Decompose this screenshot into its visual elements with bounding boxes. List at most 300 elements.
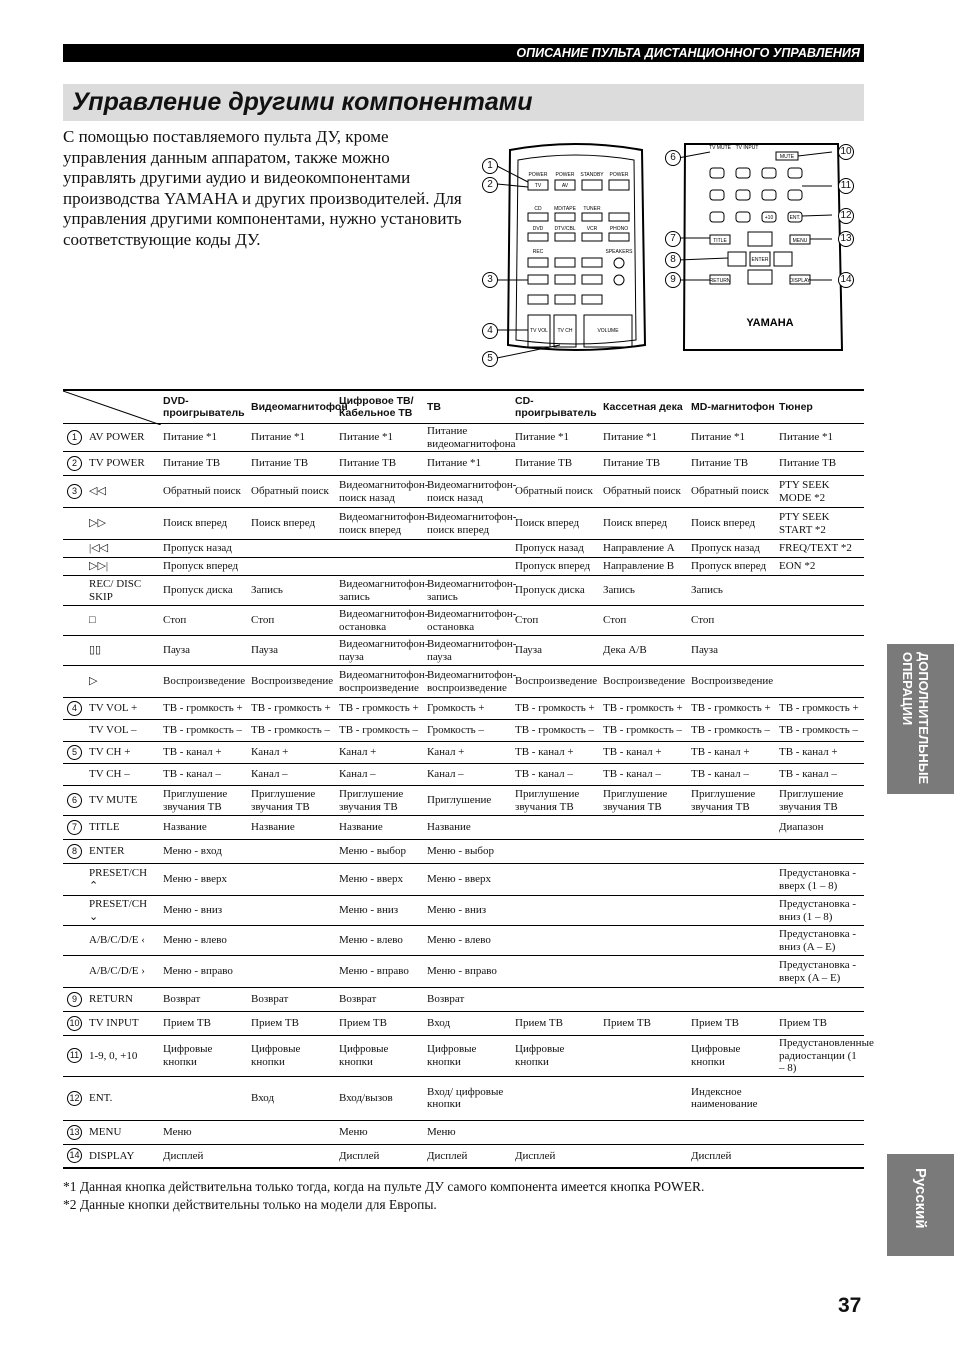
row-number: [63, 1076, 87, 1120]
row-number-badge: 4: [67, 701, 82, 716]
callout-7: 7: [665, 231, 681, 247]
row-button-name: A/B/C/D/E ‹: [87, 926, 161, 956]
table-row: [63, 988, 864, 1012]
rc-label-volume: VOLUME: [597, 328, 619, 334]
table-cell: Вход: [249, 1076, 337, 1120]
footnote-mark: *2: [63, 1197, 77, 1212]
rc-label-tvinput: TV INPUT: [735, 145, 759, 151]
table-cell: Воспроизведение: [513, 666, 601, 698]
table-cell: Меню - выбор: [337, 840, 425, 864]
table-cell: ТВ - громкость +: [513, 698, 601, 720]
table-cell: Меню: [161, 1120, 249, 1144]
table-cell: [249, 956, 337, 988]
table-cell: ТВ - громкость –: [337, 720, 425, 742]
table-row: [63, 764, 864, 786]
functions-table: [63, 389, 874, 1169]
callout-12: 12: [838, 208, 854, 224]
table-cell: Пауза: [249, 636, 337, 666]
table-cell: Приглушение звучания ТВ: [689, 786, 777, 816]
table-cell: Цифровые кнопки: [249, 1036, 337, 1077]
row-number: [63, 864, 87, 896]
table-cell: Дисплей: [689, 1144, 777, 1168]
table-cell: Обратный поиск: [689, 476, 777, 508]
table-cell: [689, 1120, 777, 1144]
table-cell: Поиск вперед: [689, 508, 777, 540]
row-number-badge: 11: [67, 1048, 82, 1063]
rc-label-dvd: DVD: [532, 226, 544, 232]
table-cell: [513, 864, 601, 896]
rc-label-rec: REC: [532, 249, 544, 255]
row-button-name: AV POWER: [87, 424, 161, 452]
table-row: [63, 558, 864, 576]
table-cell: Пропуск вперед: [161, 558, 249, 576]
table-cell: Меню - вверх: [337, 864, 425, 896]
row-button-name: ▷▷: [87, 508, 161, 540]
table-cell: Стоп: [601, 606, 689, 636]
table-cell: Дисплей: [513, 1144, 601, 1168]
table-cell: Дисплей: [161, 1144, 249, 1168]
row-number-badge: 14: [67, 1148, 82, 1163]
table-cell: [249, 896, 337, 926]
table-cell: Питание *1: [601, 424, 689, 452]
table-cell: Обратный поиск: [161, 476, 249, 508]
table-row: [63, 476, 864, 508]
row-button-name: PRESET/CH ⌃: [87, 864, 161, 896]
row-number: [63, 956, 87, 988]
table-cell: Видеомагнитофон-пауза: [425, 636, 513, 666]
table-row: [63, 742, 864, 764]
table-cell: [689, 926, 777, 956]
table-cell: Питание *1: [161, 424, 249, 452]
row-number-badge: 2: [67, 456, 82, 471]
table-cell: Питание ТВ: [337, 452, 425, 476]
row-button-name: MENU: [87, 1120, 161, 1144]
table-cell: [777, 1144, 864, 1168]
table-cell: [777, 840, 864, 864]
table-cell: [689, 896, 777, 926]
table-cell: ТВ - громкость –: [601, 720, 689, 742]
table-cell: [249, 558, 337, 576]
callout-14: 14: [838, 272, 854, 288]
side-tab-section: [887, 644, 954, 794]
row-button-name: A/B/C/D/E ›: [87, 956, 161, 988]
table-cell: [425, 558, 513, 576]
row-number: [63, 576, 87, 606]
table-cell: Возврат: [249, 988, 337, 1012]
row-button-name: PRESET/CH ⌄: [87, 896, 161, 926]
row-button-name: TV VOL –: [87, 720, 161, 742]
row-number: [63, 1144, 87, 1168]
table-cell: Меню - выбор: [425, 840, 513, 864]
table-row: [63, 666, 864, 698]
row-number: [63, 764, 87, 786]
table-cell: ТВ - громкость –: [161, 720, 249, 742]
table-cell: [777, 606, 864, 636]
callout-4: 4: [482, 323, 498, 339]
table-cell: Приглушение звучания ТВ: [601, 786, 689, 816]
table-row: [63, 636, 864, 666]
table-cell: Пауза: [161, 636, 249, 666]
table-cell: Питание *1: [513, 424, 601, 452]
footnotes: [63, 1178, 704, 1214]
table-row: [63, 576, 864, 606]
table-cell: [337, 558, 425, 576]
row-number: [63, 896, 87, 926]
row-button-name: ▷▷|: [87, 558, 161, 576]
table-cell: Пропуск назад: [161, 540, 249, 558]
table-cell: Прием ТВ: [249, 1012, 337, 1036]
rc-label-plus10: +10: [764, 215, 774, 221]
table-cell: ТВ - громкость +: [601, 698, 689, 720]
table-row: [63, 1012, 864, 1036]
table-cell: Прием ТВ: [601, 1012, 689, 1036]
row-button-name: □: [87, 606, 161, 636]
row-button-name: TV POWER: [87, 452, 161, 476]
table-row: [63, 424, 864, 452]
table-cell: Цифровые кнопки: [513, 1036, 601, 1077]
table-cell: Цифровые кнопки: [161, 1036, 249, 1077]
row-number: [63, 666, 87, 698]
rc-label-enter: ENTER: [751, 257, 769, 263]
table-cell: Меню - вниз: [161, 896, 249, 926]
table-cell: Запись: [601, 576, 689, 606]
col-header: Цифровое ТВ/ Кабельное ТВ: [337, 390, 425, 424]
row-button-name: TV MUTE: [87, 786, 161, 816]
row-number: [63, 988, 87, 1012]
table-cell: [777, 1120, 864, 1144]
table-cell: Цифровые кнопки: [689, 1036, 777, 1077]
table-cell: [249, 926, 337, 956]
rc-label-tvvol: TV VOL: [530, 328, 548, 334]
row-number: [63, 720, 87, 742]
table-cell: Поиск вперед: [249, 508, 337, 540]
row-number: [63, 742, 87, 764]
row-number-badge: 8: [67, 844, 82, 859]
table-cell: Направление A: [601, 540, 689, 558]
table-cell: Предустановка - вверх (A – E): [777, 956, 864, 988]
callout-6: 6: [665, 150, 681, 166]
table-row: [63, 1076, 864, 1120]
rc-label-tv: TV: [534, 183, 542, 189]
row-button-name: DISPLAY: [87, 1144, 161, 1168]
callout-1: 1: [482, 158, 498, 174]
table-cell: Диапазон: [777, 816, 864, 840]
corner-cell: [63, 390, 161, 424]
table-cell: Питание *1: [689, 424, 777, 452]
table-row: [63, 1144, 864, 1168]
table-cell: Питание ТВ: [777, 452, 864, 476]
table-cell: Меню - влево: [425, 926, 513, 956]
table-cell: Воспроизведение: [689, 666, 777, 698]
row-button-name: ▯▯: [87, 636, 161, 666]
table-cell: Пропуск вперед: [513, 558, 601, 576]
table-cell: Предустановка - вниз (1 – 8): [777, 896, 864, 926]
row-button-name: TV INPUT: [87, 1012, 161, 1036]
table-cell: [249, 1144, 337, 1168]
table-cell: [601, 956, 689, 988]
table-cell: Запись: [249, 576, 337, 606]
row-number: [63, 540, 87, 558]
table-cell: [777, 636, 864, 666]
table-cell: Видеомагнитофон-поиск назад: [337, 476, 425, 508]
row-number-badge: 5: [67, 745, 82, 760]
table-row: [63, 1036, 864, 1077]
table-cell: Пропуск вперед: [689, 558, 777, 576]
rc-label-return: RETURN: [709, 278, 731, 284]
table-cell: [689, 864, 777, 896]
table-cell: Приглушение звучания ТВ: [161, 786, 249, 816]
table-cell: Направление B: [601, 558, 689, 576]
row-number: [63, 636, 87, 666]
rc-label-ent: ENT.: [789, 215, 801, 221]
callout-10: 10: [838, 144, 854, 160]
table-cell: Меню: [425, 1120, 513, 1144]
table-cell: Канал –: [337, 764, 425, 786]
table-cell: ТВ - громкость –: [513, 720, 601, 742]
table-cell: ТВ - канал +: [689, 742, 777, 764]
table-cell: EON *2: [777, 558, 864, 576]
rc-label-dtv: DTV/CBL: [554, 226, 576, 232]
rc-label-phono: PHONO: [609, 226, 629, 232]
footnote-mark: *1: [63, 1179, 77, 1194]
table-cell: ТВ - канал +: [777, 742, 864, 764]
table-row: [63, 1120, 864, 1144]
table-cell: Меню: [337, 1120, 425, 1144]
table-cell: ТВ - громкость –: [777, 720, 864, 742]
table-cell: Меню - влево: [337, 926, 425, 956]
rc-label-tuner: TUNER: [583, 206, 601, 212]
table-cell: Вход/ цифровые кнопки: [425, 1076, 513, 1120]
table-cell: [601, 1144, 689, 1168]
rc-label-tvmute: TV MUTE: [709, 145, 731, 151]
table-cell: Меню - вверх: [425, 864, 513, 896]
table-cell: Меню - вход: [161, 840, 249, 864]
table-cell: Меню - вправо: [425, 956, 513, 988]
table-cell: Питание ТВ: [689, 452, 777, 476]
table-cell: Видеомагнитофон-остановка: [337, 606, 425, 636]
col-header: ТВ: [425, 390, 513, 424]
table-cell: Поиск вперед: [601, 508, 689, 540]
side-tab-section-label: ДОПОЛНИТЕЛЬНЫЕ ОПЕРАЦИИ: [900, 652, 931, 785]
table-cell: Возврат: [337, 988, 425, 1012]
row-button-name: TV VOL +: [87, 698, 161, 720]
table-cell: [161, 1076, 249, 1120]
table-cell: ТВ - канал –: [601, 764, 689, 786]
table-cell: ТВ - канал –: [161, 764, 249, 786]
row-number-badge: 12: [67, 1091, 82, 1106]
row-number-badge: 9: [67, 992, 82, 1007]
table-row: [63, 452, 864, 476]
table-cell: [513, 956, 601, 988]
table-cell: Дисплей: [425, 1144, 513, 1168]
table-cell: Дека A/B: [601, 636, 689, 666]
callout-9: 9: [665, 272, 681, 288]
table-row: [63, 720, 864, 742]
col-header: CD-проигрыватель: [513, 390, 601, 424]
table-cell: [689, 840, 777, 864]
table-cell: [601, 896, 689, 926]
table-cell: Канал +: [425, 742, 513, 764]
table-cell: Пропуск диска: [513, 576, 601, 606]
row-number: [63, 476, 87, 508]
table-cell: Поиск вперед: [513, 508, 601, 540]
table-cell: ТВ - громкость +: [337, 698, 425, 720]
table-cell: [513, 840, 601, 864]
table-cell: Прием ТВ: [513, 1012, 601, 1036]
table-cell: Воспроизведение: [601, 666, 689, 698]
row-button-name: 1-9, 0, +10: [87, 1036, 161, 1077]
rc-label-power3: POWER: [609, 172, 629, 178]
table-cell: Прием ТВ: [337, 1012, 425, 1036]
col-header: MD-магнитофон: [689, 390, 777, 424]
table-cell: Канал +: [337, 742, 425, 764]
row-number: [63, 698, 87, 720]
table-cell: [513, 926, 601, 956]
rc-label-title: TITLE: [713, 238, 727, 244]
rc-label-speakers: SPEAKERS: [605, 249, 633, 255]
table-cell: Цифровые кнопки: [337, 1036, 425, 1077]
table-cell: [601, 840, 689, 864]
rc-label-cd: CD: [534, 206, 542, 212]
page-title: Управление другими компонентами: [72, 88, 533, 116]
table-cell: [777, 666, 864, 698]
table-cell: Меню - вниз: [425, 896, 513, 926]
table-cell: [513, 1120, 601, 1144]
table-cell: ТВ - громкость –: [689, 720, 777, 742]
row-number: [63, 786, 87, 816]
table-cell: Питание ТВ: [513, 452, 601, 476]
rc-yamaha-logo: YAMAHA: [746, 317, 794, 329]
table-cell: Видеомагнитофон-остановка: [425, 606, 513, 636]
table-row: [63, 956, 864, 988]
table-cell: Меню - влево: [161, 926, 249, 956]
table-cell: Видеомагнитофон-поиск вперед: [425, 508, 513, 540]
table-cell: Возврат: [425, 988, 513, 1012]
page-number: 37: [838, 1294, 862, 1317]
row-number: [63, 926, 87, 956]
col-header: Кассетная дека: [601, 390, 689, 424]
row-number: [63, 840, 87, 864]
table-cell: Пропуск диска: [161, 576, 249, 606]
footnote-text: Данная кнопка действительна только тогда, когда на пульте ДУ самого компонента имеется кнопка POWER.: [79, 1179, 705, 1194]
table-cell: Канал –: [425, 764, 513, 786]
callout-2: 2: [482, 177, 498, 193]
table-cell: Поиск вперед: [161, 508, 249, 540]
table-cell: FREQ/TEXT *2: [777, 540, 864, 558]
row-number-badge: 7: [67, 820, 82, 835]
table-cell: Пропуск назад: [513, 540, 601, 558]
table-cell: ТВ - канал –: [777, 764, 864, 786]
table-cell: PTY SEEK START *2: [777, 508, 864, 540]
table-cell: Стоп: [689, 606, 777, 636]
table-cell: Меню - вверх: [161, 864, 249, 896]
footnote-text: Данные кнопки действительны только на модели для Европы.: [79, 1197, 437, 1212]
row-number-badge: 10: [67, 1016, 82, 1031]
row-number: [63, 452, 87, 476]
callout-3: 3: [482, 272, 498, 288]
col-header: Видеомагнитофон: [249, 390, 337, 424]
table-cell: Видеомагнитофон-поиск вперед: [337, 508, 425, 540]
table-cell: Видеомагнитофон-поиск назад: [425, 476, 513, 508]
table-cell: Предустановка - вверх (1 – 8): [777, 864, 864, 896]
table-cell: Стоп: [513, 606, 601, 636]
table-cell: [777, 576, 864, 606]
row-number: [63, 1012, 87, 1036]
table-header-row: [63, 390, 864, 424]
table-cell: Меню - вправо: [337, 956, 425, 988]
table-cell: [601, 1076, 689, 1120]
table-cell: [513, 1076, 601, 1120]
table-cell: Предустановка - вниз (A – E): [777, 926, 864, 956]
table-cell: Видеомагнитофон-запись: [425, 576, 513, 606]
table-cell: Прием ТВ: [777, 1012, 864, 1036]
rc-label-standby: STANDBY: [580, 172, 604, 178]
table-cell: Видеомагнитофон-пауза: [337, 636, 425, 666]
rc-label-power2: POWER: [555, 172, 575, 178]
section-header: ОПИСАНИЕ ПУЛЬТА ДИСТАНЦИОННОГО УПРАВЛЕНИЯ: [63, 44, 864, 62]
table-cell: [777, 988, 864, 1012]
row-number: [63, 1036, 87, 1077]
corner-diagonal: [63, 391, 161, 425]
table-cell: ТВ - громкость +: [689, 698, 777, 720]
table-row: [63, 508, 864, 540]
row-button-name: TV CH –: [87, 764, 161, 786]
row-number: [63, 606, 87, 636]
callout-5: 5: [482, 351, 498, 367]
rc-label-menu: MENU: [792, 238, 808, 244]
table-cell: [513, 816, 601, 840]
table-cell: [689, 816, 777, 840]
row-number: [63, 508, 87, 540]
table-cell: [689, 988, 777, 1012]
table-cell: Воспроизведение: [249, 666, 337, 698]
table-cell: Видеомагнитофон-воспроизведение: [337, 666, 425, 698]
table-row: [63, 896, 864, 926]
table-cell: Питание ТВ: [161, 452, 249, 476]
table-cell: [601, 1036, 689, 1077]
table-cell: [777, 1076, 864, 1120]
table-cell: Видеомагнитофон-воспроизведение: [425, 666, 513, 698]
rc-label-display: DISPLAY: [789, 278, 811, 284]
table-cell: [601, 1120, 689, 1144]
table-cell: Меню - вправо: [161, 956, 249, 988]
row-button-name: ◁◁: [87, 476, 161, 508]
table-cell: Громкость +: [425, 698, 513, 720]
rc-label-vcr: VCR: [586, 226, 598, 232]
table-cell: Прием ТВ: [689, 1012, 777, 1036]
table-cell: Питание *1: [337, 424, 425, 452]
table-cell: ТВ - громкость +: [249, 698, 337, 720]
table-cell: Запись: [689, 576, 777, 606]
table-cell: Приглушение звучания ТВ: [513, 786, 601, 816]
row-button-name: TITLE: [87, 816, 161, 840]
table-cell: ТВ - громкость –: [249, 720, 337, 742]
table-cell: Питание ТВ: [601, 452, 689, 476]
table-cell: Стоп: [161, 606, 249, 636]
table-cell: Стоп: [249, 606, 337, 636]
table-cell: Питание *1: [777, 424, 864, 452]
table-cell: [601, 816, 689, 840]
callout-13: 13: [838, 231, 854, 247]
table-cell: ТВ - канал –: [513, 764, 601, 786]
col-header: DVD-проигрыватель: [161, 390, 249, 424]
table-cell: ТВ - громкость +: [161, 698, 249, 720]
table-cell: Приглушение: [425, 786, 513, 816]
row-number: [63, 816, 87, 840]
rc-label-md: MD/TAPE: [554, 206, 576, 212]
table-cell: [601, 864, 689, 896]
table-cell: [249, 1120, 337, 1144]
